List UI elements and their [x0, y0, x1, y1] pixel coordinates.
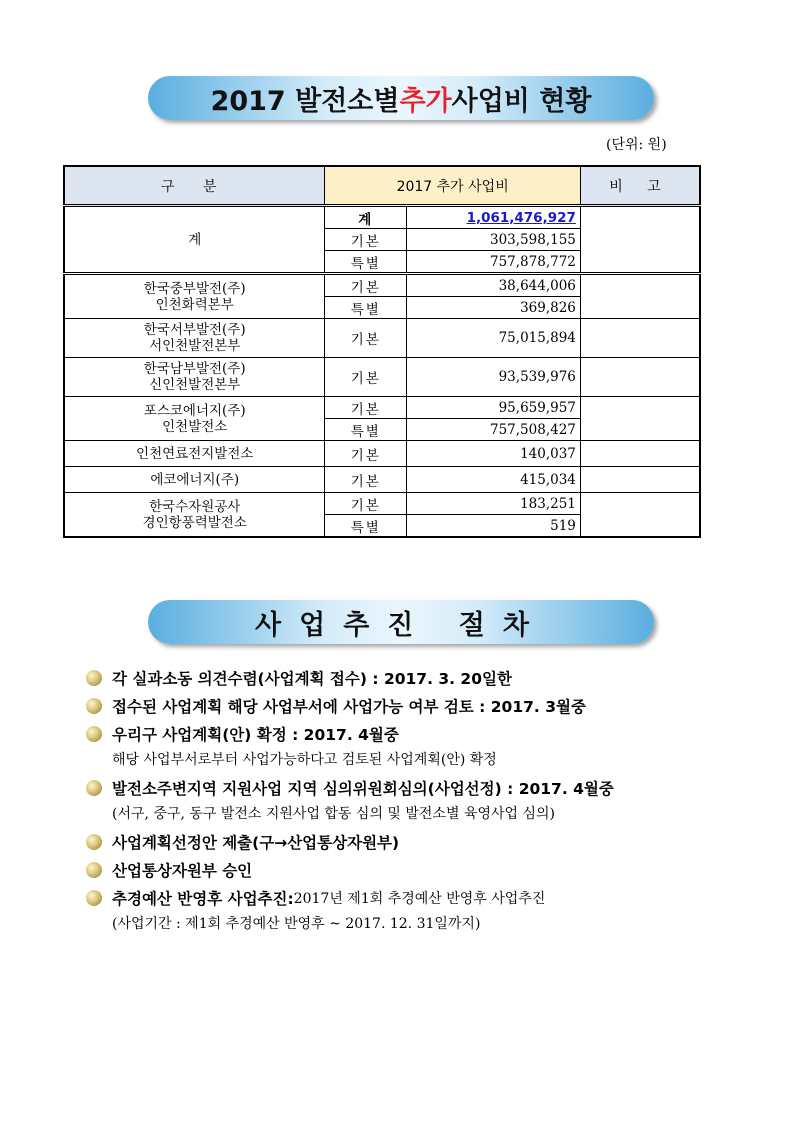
amount-cell: 183,251	[407, 493, 581, 515]
amount-cell: 415,034	[407, 467, 581, 493]
table-row	[64, 397, 700, 419]
type-cell: 특별	[325, 419, 407, 441]
amount-cell: 38,644,006	[407, 274, 581, 297]
amount-cell: 95,659,957	[407, 397, 581, 419]
note-cell	[580, 358, 700, 397]
step-text: 추경예산 반영후 사업추진:	[112, 890, 294, 908]
title-banner-procedure	[148, 600, 654, 644]
type-cell: 계	[325, 206, 407, 229]
bullet-icon	[86, 726, 102, 742]
plant-name-cell: 한국남부발전(주) 신인천발전본부	[64, 358, 325, 397]
step-item	[86, 777, 776, 799]
title-text-post: 사업비 현황	[451, 85, 592, 117]
table-row	[64, 319, 700, 358]
type-cell: 기본	[325, 467, 407, 493]
bullet-icon	[86, 698, 102, 714]
step-item	[86, 723, 776, 745]
amount-cell: 93,539,976	[407, 358, 581, 397]
title-banner-cost	[148, 76, 654, 120]
plant-name-cell: 에코에너지(주)	[64, 467, 325, 493]
table-row	[64, 274, 700, 297]
bullet-icon	[86, 670, 102, 686]
note-cell	[580, 467, 700, 493]
step-detail: 해당 사업부서로부터 사업가능하다고 검토된 사업계획(안) 확정	[112, 752, 497, 768]
table-row	[64, 467, 700, 493]
note-cell	[580, 441, 700, 467]
bullet-icon	[86, 862, 102, 878]
plant-name-cell: 포스코에너지(주) 인천발전소	[64, 397, 325, 441]
table-row	[64, 441, 700, 467]
title-text-red: 추가	[399, 85, 452, 117]
bullet-icon	[86, 780, 102, 796]
procedure-steps	[86, 667, 776, 941]
amount-cell: 519	[407, 515, 581, 538]
amount-cell: 757,508,427	[407, 419, 581, 441]
table-header-cell: 구 분	[64, 166, 325, 206]
note-cell	[580, 206, 700, 274]
step-text: 발전소주변지역 지원사업 지역 심의위원회심의(사업선정) : 2017. 4월중	[112, 780, 614, 798]
note-cell	[580, 493, 700, 538]
plant-name-cell: 인천연료전지발전소	[64, 441, 325, 467]
type-cell: 기본	[325, 319, 407, 358]
note-cell	[580, 319, 700, 358]
table-row	[64, 206, 700, 229]
type-cell: 기본	[325, 493, 407, 515]
type-cell: 기본	[325, 229, 407, 251]
title-text-pre: 2017 발전소별	[210, 85, 400, 117]
step-item	[86, 887, 776, 909]
plant-name-cell: 한국서부발전(주) 서인천발전본부	[64, 319, 325, 358]
step-item	[86, 667, 776, 689]
step-item	[86, 831, 776, 853]
unit-label: (단위: 원)	[606, 137, 667, 153]
plant-name-cell: 한국중부발전(주) 인천화력본부	[64, 274, 325, 319]
step-plain-text: 2017년 제1회 추경예산 반영후 사업추진	[293, 891, 546, 907]
amount-cell: 75,015,894	[407, 319, 581, 358]
type-cell: 기본	[325, 397, 407, 419]
amount-cell: 140,037	[407, 441, 581, 467]
plant-name-cell: 한국수자원공사 경인항풍력발전소	[64, 493, 325, 538]
table-header-row	[64, 166, 700, 206]
amount-cell: 369,826	[407, 297, 581, 319]
amount-cell: 303,598,155	[407, 229, 581, 251]
step-detail: (서구, 중구, 동구 발전소 지원사업 합동 심의 및 발전소별 육영사업 심의)	[112, 806, 555, 822]
title-text-procedure: 사업추진 절차	[255, 609, 547, 641]
table-row	[64, 358, 700, 397]
amount-cell: 757,878,772	[407, 251, 581, 274]
step-item	[86, 695, 776, 717]
note-cell	[580, 274, 700, 319]
amount-cell: 1,061,476,927	[407, 206, 581, 229]
type-cell: 특별	[325, 297, 407, 319]
cost-table	[63, 165, 701, 538]
step-text: 사업계획선정안 제출(구→산업통상자원부)	[112, 834, 400, 852]
type-cell: 기본	[325, 274, 407, 297]
type-cell: 특별	[325, 251, 407, 274]
table-header-cell: 2017 추가 사업비	[325, 166, 580, 206]
step-text: 접수된 사업계획 해당 사업부서에 사업가능 여부 검토 : 2017. 3월중	[112, 698, 586, 716]
table-header-cell: 비 고	[580, 166, 700, 206]
table-row	[64, 493, 700, 515]
step-detail: (사업기간 : 제1회 추경예산 반영후 ~ 2017. 12. 31일까지)	[112, 916, 481, 932]
bullet-icon	[86, 834, 102, 850]
type-cell: 특별	[325, 515, 407, 538]
type-cell: 기본	[325, 441, 407, 467]
total-label-cell: 계	[64, 206, 325, 274]
step-item	[86, 859, 776, 881]
bullet-icon	[86, 890, 102, 906]
note-cell	[580, 397, 700, 441]
step-text: 우리구 사업계획(안) 확정 : 2017. 4월중	[112, 726, 399, 744]
step-text: 산업통상자원부 승인	[112, 862, 253, 880]
step-text: 각 실과소동 의견수렴(사업계획 접수) : 2017. 3. 20일한	[112, 670, 512, 688]
type-cell: 기본	[325, 358, 407, 397]
